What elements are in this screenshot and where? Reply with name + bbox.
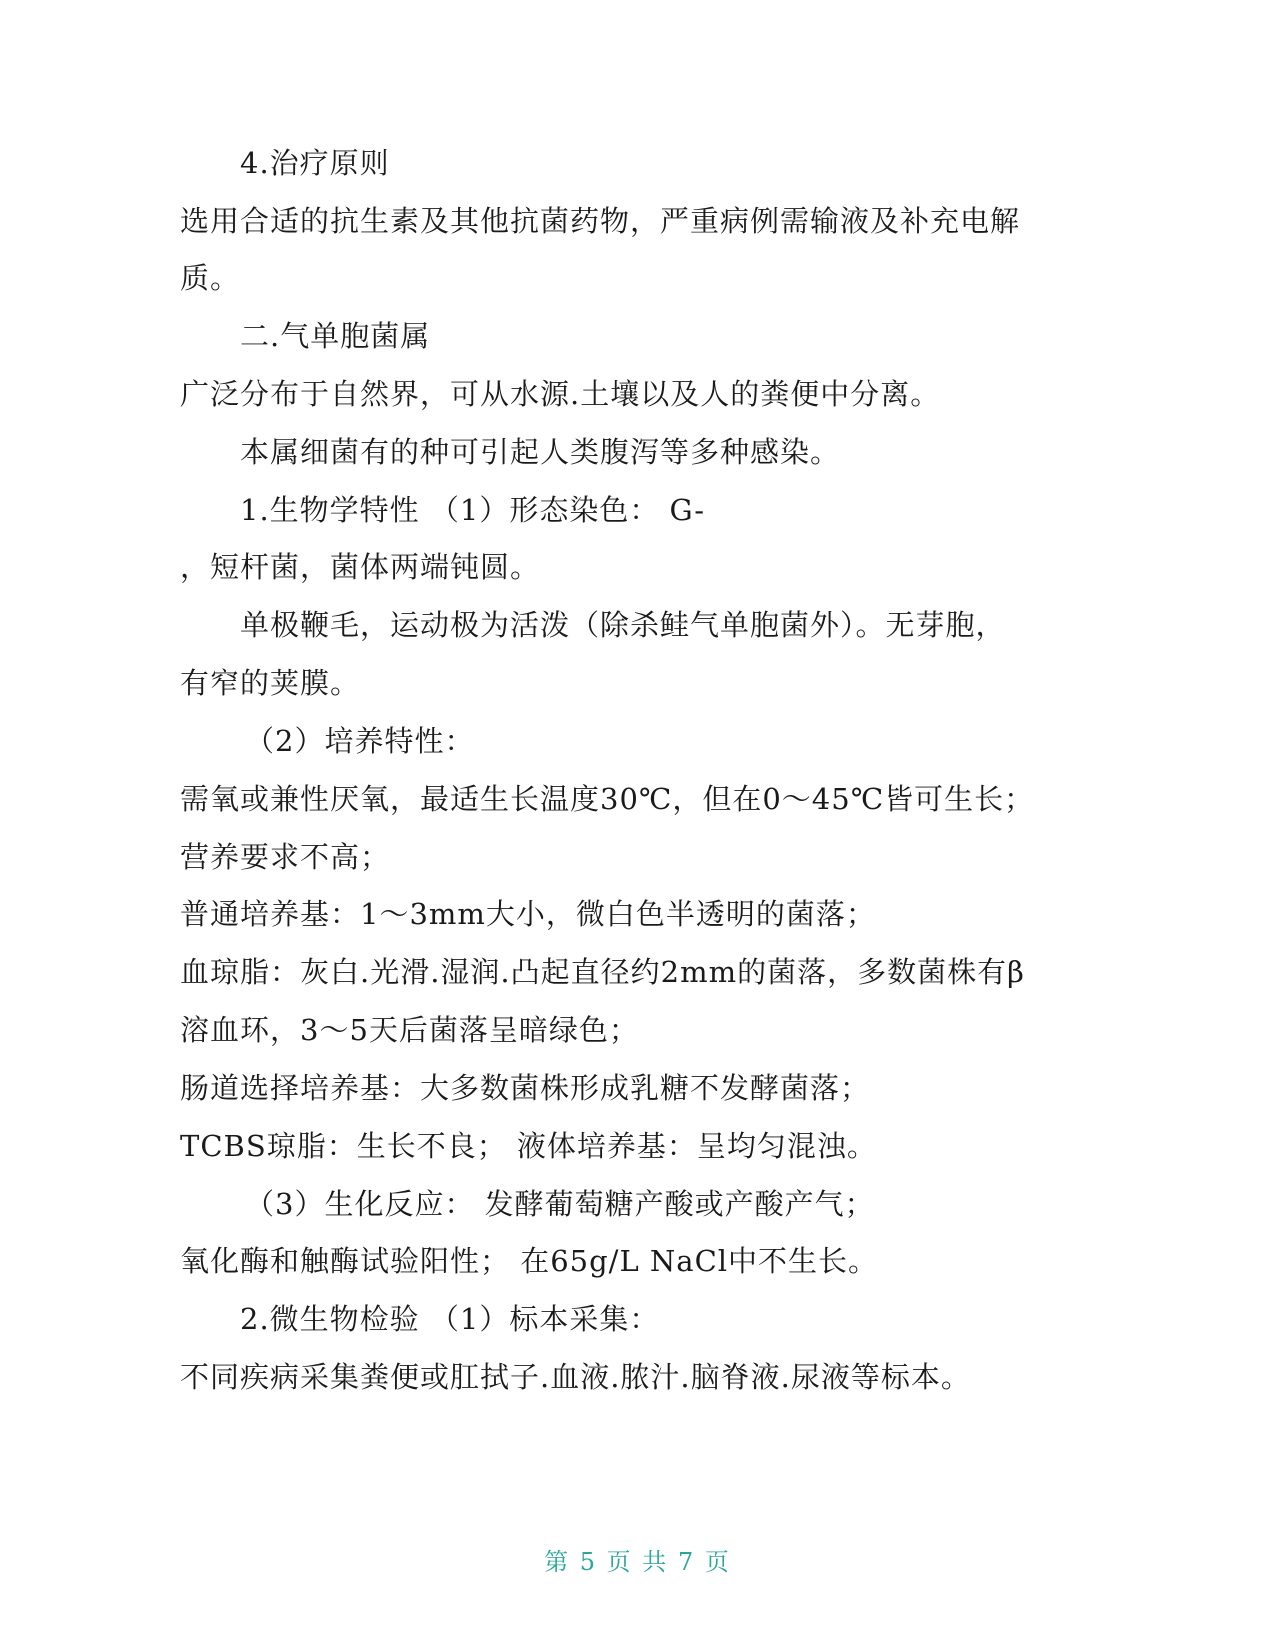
paragraph-line: 单极鞭毛，运动极为活泼（除杀鲑气单胞菌外）。无芽胞， (240, 608, 1006, 642)
paragraph-line: 肠道选择培养基：大多数菌株形成乳糖不发酵菌落； (180, 1071, 871, 1105)
heading-microbiological-test: 2.微生物检验 （1）标本采集： (240, 1302, 660, 1336)
paragraph-line: 氧化酶和触酶试验阳性； 在65g/L NaCl中不生长。 (180, 1244, 879, 1278)
paragraph-line: 营养要求不高； (180, 840, 391, 874)
heading-aeromonas: 二.气单胞菌属 (240, 319, 431, 353)
heading-treatment-principle: 4.治疗原则 (240, 146, 390, 180)
paragraph-line: 需氧或兼性厌氧，最适生长温度30℃，但在0～45℃皆可生长； (180, 782, 1035, 816)
paragraph-line: 不同疾病采集粪便或肛拭子.血液.脓汁.脑脊液.尿液等标本。 (180, 1360, 971, 1394)
heading-culture-characteristics: （2）培养特性： (245, 724, 475, 758)
paragraph-line: 质。 (180, 261, 241, 295)
paragraph-line: 血琼脂：灰白.光滑.湿润.凸起直径约2mm的菌落，多数菌株有β (180, 955, 1025, 989)
paragraph-line: ，短杆菌，菌体两端钝圆。 (180, 550, 541, 584)
heading-biochemical-reaction: （3）生化反应： 发酵葡萄糖产酸或产酸产气； (245, 1187, 875, 1221)
heading-biological-characteristics: 1.生物学特性 （1）形态染色： G- (240, 493, 706, 527)
paragraph-line: 普通培养基：1～3mm大小，微白色半透明的菌落； (180, 897, 876, 931)
paragraph-line: 选用合适的抗生素及其他抗菌药物，严重病例需输液及补充电解 (180, 204, 1021, 238)
paragraph-line: TCBS琼脂：生长不良； 液体培养基：呈均匀混浊。 (180, 1129, 877, 1163)
page-number-footer: 第 5 页 共 7 页 (544, 1548, 731, 1576)
paragraph-line: 有窄的荚膜。 (180, 666, 361, 700)
paragraph-line: 广泛分布于自然界，可从水源.土壤以及人的粪便中分离。 (180, 377, 941, 411)
paragraph-line: 溶血环，3～5天后菌落呈暗绿色； (180, 1013, 639, 1047)
paragraph-line: 本属细菌有的种可引起人类腹泻等多种感染。 (240, 435, 841, 469)
